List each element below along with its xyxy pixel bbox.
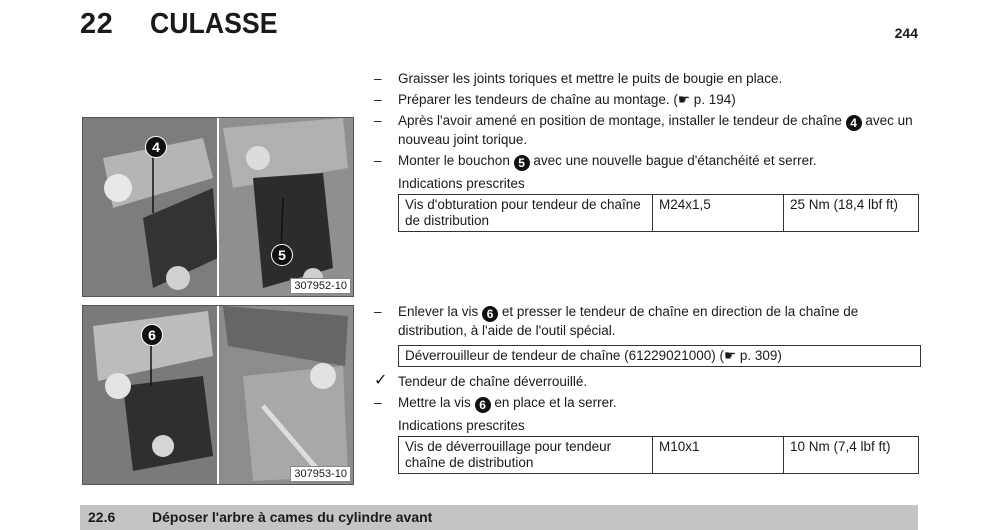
table-row — [399, 195, 919, 232]
photo-label: 307953-10 — [290, 466, 351, 482]
spec-description: Vis d'obturation pour tendeur de chaîne de distribution — [399, 195, 653, 232]
step-install-tensioner: – Après l'avoir amené en position de montage, installer le tendeur de chaîne 4 avec un nouveau joint torique. — [374, 113, 913, 147]
spec-thread: M10x1 — [653, 437, 784, 474]
callout-5-inline: 5 — [514, 155, 530, 171]
section-number: 22.6 — [88, 509, 116, 525]
chapter-title: CULASSE — [150, 8, 278, 40]
special-tool-box: Déverrouilleur de tendeur de chaîne (61229021000) (☛ p. 309) — [398, 345, 921, 367]
step-install-screw: – Mettre la vis 6 en place et la serrer. — [374, 395, 617, 412]
callout-6: 6 — [141, 324, 163, 346]
spec-table — [398, 194, 919, 232]
callout-5: 5 — [271, 244, 293, 266]
section-title: Déposer l'arbre à cames du cylindre avant — [152, 509, 433, 525]
callout-6-inline: 6 — [482, 306, 498, 322]
callout-4-inline: 4 — [846, 115, 862, 131]
step-text: et presser le tendeur de chaîne en direction de la chaîne de distribution, à l'aide de l'outil spécial. — [398, 304, 859, 338]
checkmark-icon: ✓ — [374, 372, 388, 389]
spec-table — [398, 436, 919, 474]
page-number: 244 — [894, 25, 918, 41]
spec-torque: 25 Nm (18,4 lbf ft) — [784, 195, 919, 232]
step-text: Après l'avoir amené en position de montage, installer le tendeur de chaîne — [398, 113, 842, 128]
section-header — [80, 505, 918, 530]
step-text: Monter le bouchon — [398, 153, 510, 168]
check-result — [374, 373, 920, 390]
step-text: avec une nouvelle bague d'étanchéité et serrer. — [533, 153, 817, 168]
instructions-block-2 — [374, 303, 920, 474]
step-prepare-tensioners: – Préparer les tendeurs de chaîne au montage. (☛ p. 194) — [374, 92, 736, 107]
step-text: Préparer les tendeurs de chaîne au montage. (☛ p. 194) — [398, 92, 736, 107]
spec-label: Indications prescrites — [398, 176, 525, 191]
callout-4: 4 — [145, 136, 167, 158]
check-text: Tendeur de chaîne déverrouillé. — [398, 374, 588, 389]
spec-label: Indications prescrites — [398, 418, 525, 433]
step-text: Mettre la vis — [398, 395, 471, 410]
step-text: avec un nouveau joint torique. — [398, 113, 913, 147]
spec-torque: 10 Nm (7,4 lbf ft) — [784, 437, 919, 474]
photo-tensioner-unlock — [82, 305, 354, 485]
step-text: Enlever la vis — [398, 304, 479, 319]
instructions-block-1 — [374, 70, 920, 232]
spec-description: Vis de déverrouillage pour tendeur chaîne de distribution — [399, 437, 653, 474]
step-grease-seals: – Graisser les joints toriques et mettre le puits de bougie en place. — [374, 71, 783, 86]
photo-divider — [217, 306, 219, 484]
spec-thread: M24x1,5 — [653, 195, 784, 232]
step-text: Graisser les joints toriques et mettre le puits de bougie en place. — [398, 71, 783, 86]
step-mount-plug: – Monter le bouchon 5 avec une nouvelle bague d'étanchéité et serrer. — [374, 153, 817, 170]
photo-tensioner-install — [82, 117, 354, 297]
table-row — [399, 437, 919, 474]
step-text: en place et la serrer. — [494, 395, 617, 410]
photo-divider — [217, 118, 219, 296]
step-remove-screw: – Enlever la vis 6 et presser le tendeur de chaîne en direction de la chaîne de distribution, à l'aide de l'outil spécial. — [374, 304, 859, 338]
photo-label: 307952-10 — [290, 278, 351, 294]
callout-6-inline: 6 — [475, 397, 491, 413]
chapter-number: 22 — [80, 8, 114, 40]
